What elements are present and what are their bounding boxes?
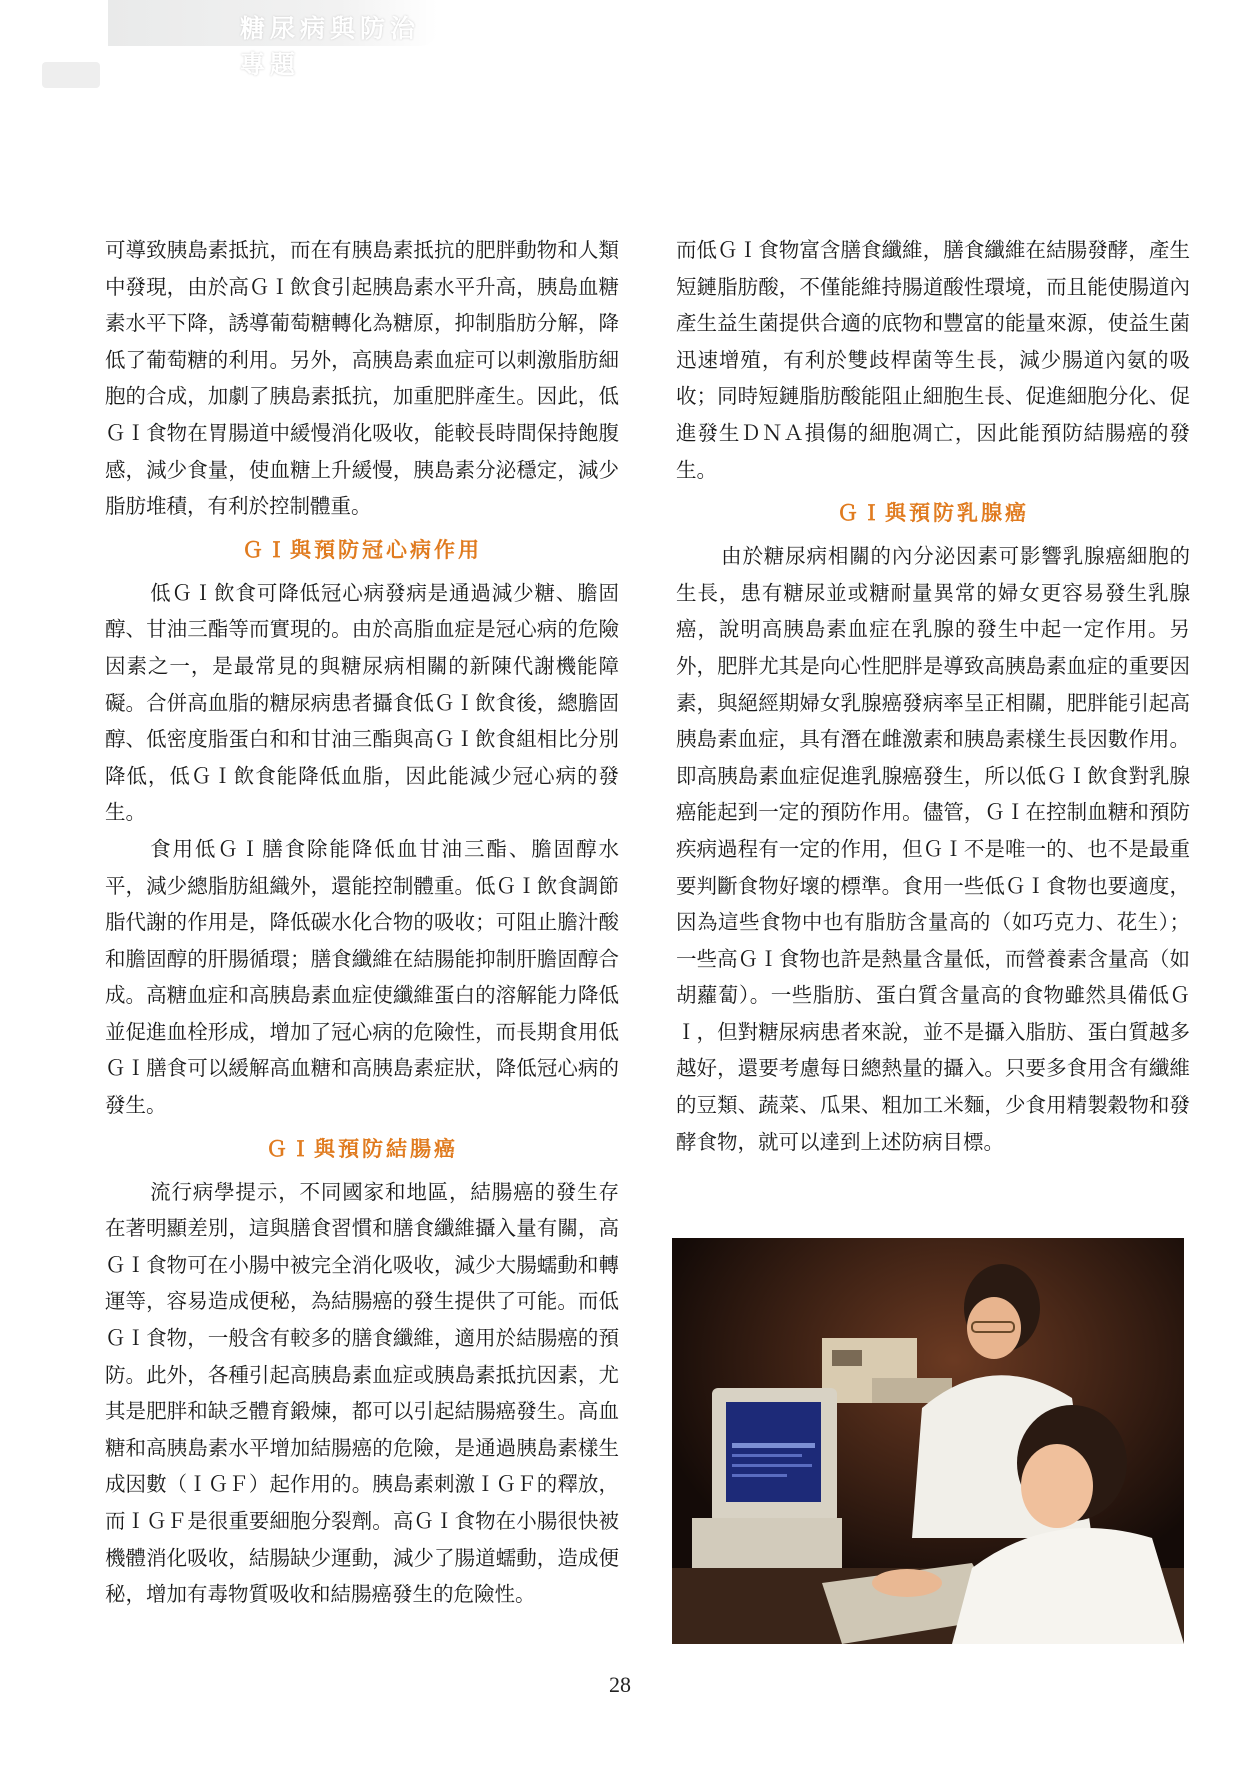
heading-breast-cancer: ＧＩ與預防乳腺癌 [837, 500, 1029, 526]
paragraph-breast-cancer: 由於糖尿病相關的內分泌因素可影響乳腺癌細胞的生長，患有糖尿並或糖耐量異常的婦女更容易發生乳腺癌，說明高胰島素血症在乳腺的發生中起一定作用。另外，肥胖尤其是向心性肥胖是導致高胰島素血症的重要因素，與絕經期婦女乳腺癌發病率呈正相關，肥胖能引起高胰島素血症，具有潛在雌激素和胰島素樣生長因數作用。即高胰島素血症促進乳腺癌發生，所以低ＧＩ飲食對乳腺癌能起到一定的預防作用。儘管，ＧＩ在控制血糖和預防疾病過程有一定的作用，但ＧＩ不是唯一的、也不是最重要判斷食物好壞的標準。食用一些低ＧＩ食物也要適度，因為這些食物中也有脂肪含量高的（如巧克力、花生）；一些高ＧＩ食物也許是熱量含量低，而營養素含量高（如胡蘿蔔）。一些脂肪、蛋白質含量高的食物雖然具備低ＧＩ，但對糖尿病患者來說，並不是攝入脂肪、蛋白質越多越好，還要考慮每日總熱量的攝入。只要多食用含有纖維的豆類、蔬菜、瓜果、粗加工米麵，少食用精製穀物和發酵食物，就可以達到上述防病目標。 [676, 544, 1190, 1154]
section-header-title: 糖尿病與防治專題 [240, 14, 421, 79]
heading-coronary: ＧＩ與預防冠心病作用 [242, 536, 482, 562]
computer-base [692, 1518, 842, 1573]
paragraph-insulin-resistance: 可導致胰島素抵抗，而在有胰島素抵抗的肥胖動物和人類中發現，由於高ＧＩ飲食引起胰島素水平升高，胰島血糖素水平下降，誘導葡萄糖轉化為糖原，抑制脂肪分解，降低了葡萄糖的利用。另外，高胰島素血症可以刺激脂肪細胞的合成，加劇了胰島素抵抗，加重肥胖產生。因此，低ＧＩ食物在胃腸道中緩慢消化吸收，能較長時間保持飽腹感，減少食量，使血糖上升緩慢，胰島素分泌穩定，減少脂肪堆積，有利於控制體重。 [105, 238, 619, 519]
lab-photo [672, 1238, 1184, 1644]
paragraph-colon-cancer: 流行病學提示，不同國家和地區，結腸癌的發生存在著明顯差別，這與膳食習慣和膳食纖維攝入量有關，高ＧＩ食物可在小腸中被完全消化吸收，減少大腸蠕動和轉運等，容易造成便秘，為結腸癌的發生提供了可能。而低ＧＩ食物，一般含有較多的膳食纖維，適用於結腸癌的預防。此外，各種引起高胰島素血症或胰島素抵抗因素，尤其是肥胖和缺乏體育鍛煉，都可以引起結腸癌發生。高血糖和高胰島素水平增加結腸癌的危險，是通過胰島素樣生成因數（ＩＧＦ）起作用的。胰島素刺激ＩＧＦ的釋放，而ＩＧＦ是很重要細胞分裂劑。高ＧＩ食物在小腸很快被機體消化吸收，結腸缺少運動，減少了腸道蠕動，造成便秘，增加有毒物質吸收和結腸癌發生的危險性。 [105, 1179, 619, 1607]
paragraph-fiber: 而低ＧＩ食物富含膳食纖維，膳食纖維在結腸發酵，產生短鏈脂肪酸，不僅能維持腸道酸性環境，而且能使腸道內產生益生菌提供合適的底物和豐富的能量來源，使益生菌迅速增殖，有利於雙歧桿菌等生長，減少腸道內氨的吸收；同時短鏈脂肪酸能阻止細胞生長、促進細胞分化、促進發生ＤＮＡ損傷的細胞凋亡，因此能預防結腸癌的發生。 [676, 238, 1190, 482]
paragraph-coronary-2: 食用低ＧＩ膳食除能降低血甘油三酯、膽固醇水平，減少總脂肪組織外，還能控制體重。低ＧＩ飲食調節脂代謝的作用是，降低碳水化合物的吸收；可阻止膽汁酸和膽固醇的肝腸循環；膳食纖維在結腸能抑制肝膽固醇合成。高糖血症和高胰島素血症使纖維蛋白的溶解能力降低並促進血栓形成，增加了冠心病的危險性，而長期食用低ＧＩ膳食可以緩解高血糖和高胰島素症狀，降低冠心病的發生。 [105, 836, 619, 1118]
section-header-band [108, 0, 438, 79]
page-number: 28 [609, 1672, 631, 1697]
paragraph-coronary-1: 低ＧＩ飲食可降低冠心病發病是通過減少糖、膽固醇、甘油三酯等而實現的。由於高脂血症是冠心病的危險因素之一，是最常見的與糖尿病相關的新陳代謝機能障礙。合併高血脂的糖尿病患者攝食低ＧＩ飲食後，總膽固醇、低密度脂蛋白和和甘油三酯與高ＧＩ飲食組相比分別降低，低ＧＩ飲食能降低血脂，因此能減少冠心病的發生。 [105, 580, 619, 825]
heading-colon-cancer: ＧＩ與預防結腸癌 [266, 1135, 458, 1161]
right-column [676, 232, 1190, 1160]
person-standing [967, 1297, 1021, 1359]
header-corner-mark [42, 62, 100, 88]
left-column [105, 232, 619, 1613]
person-seated [1021, 1444, 1093, 1528]
lab-photo-illustration [672, 1238, 1184, 1644]
monitor-screen [726, 1402, 821, 1502]
